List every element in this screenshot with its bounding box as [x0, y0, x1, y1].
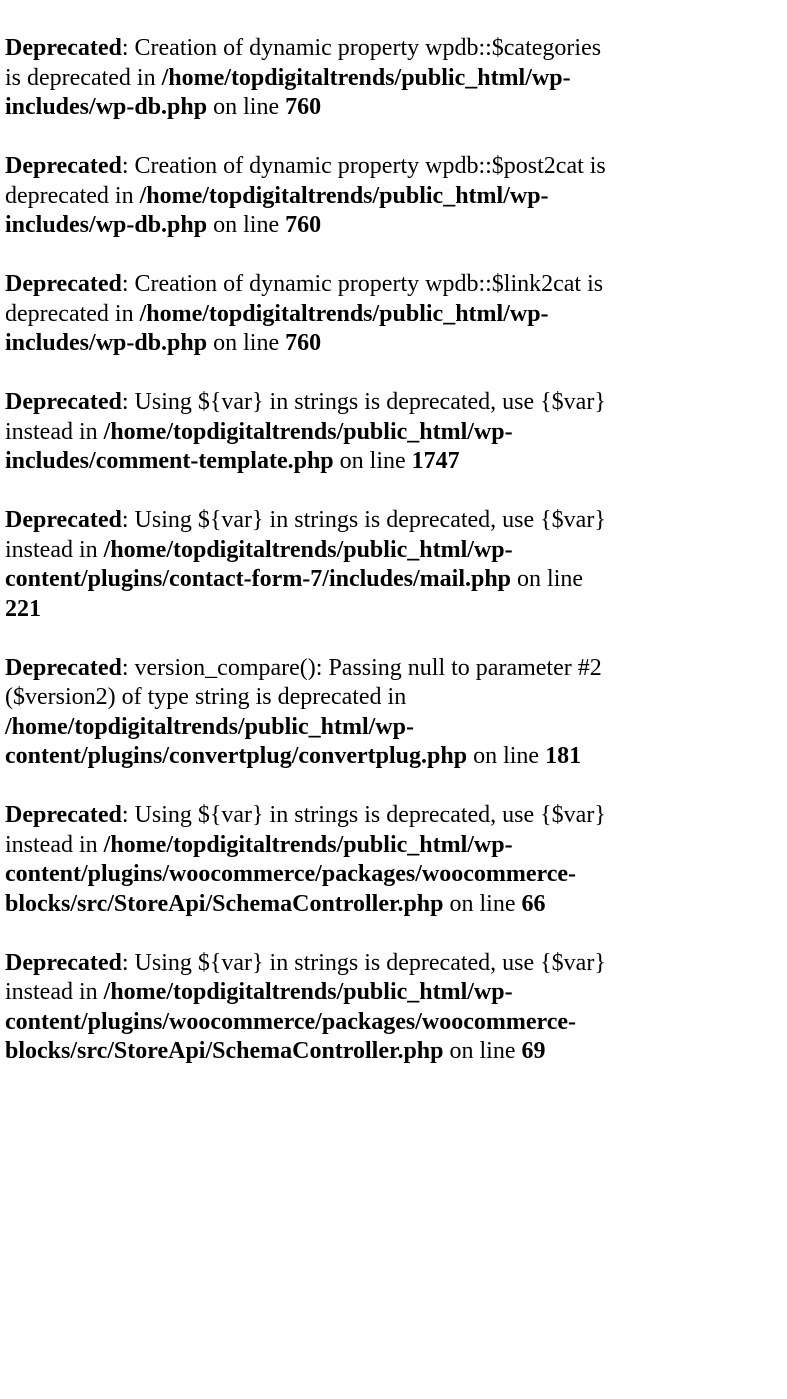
- notice-on-line-text: on line: [339, 448, 406, 474]
- notice-level: Deprecated: [5, 654, 122, 681]
- notice-file-path: /home/topdigitaltrends/public_html/wp-content/plugins/convertplug/convertplug.php: [5, 713, 468, 769]
- deprecation-notice: Deprecated: Using ${var} in strings is deprecated, use {$var} instead in /home/topdigitaltrends/public_html/wp-content/plugins/woocommerce/packages/woocommerce-blocks/src/StoreApi/SchemaController.php on line 69: [5, 949, 606, 1064]
- notice-message: Using ${var} in strings is deprecated, use {$var} instead in: [5, 389, 606, 445]
- notice-message: Creation of dynamic property wpdb::$categories is deprecated in: [5, 35, 602, 91]
- notice-file-path: /home/topdigitaltrends/public_html/wp-includes/wp-db.php: [5, 182, 549, 238]
- notice-message: Using ${var} in strings is deprecated, use {$var} instead in: [5, 507, 606, 563]
- notice-on-line-text: on line: [449, 1038, 516, 1064]
- deprecation-notice: Deprecated: Creation of dynamic property wpdb::$post2cat is deprecated in /home/topdigitaltrends/public_html/wp-includes/wp-db.php on line 760: [5, 153, 606, 238]
- notice-on-line-text: on line: [213, 212, 280, 238]
- notice-line-number: 1747: [411, 448, 460, 474]
- deprecation-notice: Deprecated: Creation of dynamic property wpdb::$link2cat is deprecated in /home/topdigitaltrends/public_html/wp-includes/wp-db.php on line 760: [5, 271, 604, 356]
- notice-level: Deprecated: [5, 949, 122, 976]
- notice-message: Using ${var} in strings is deprecated, use {$var} instead in: [5, 949, 606, 1005]
- notice-level: Deprecated: [5, 271, 122, 297]
- notice-file-path: /home/topdigitaltrends/public_html/wp-content/plugins/woocommerce/packages/woocommerce-blocks/src/StoreApi/SchemaController.php: [5, 831, 576, 917]
- notice-file-path: /home/topdigitaltrends/public_html/wp-includes/wp-db.php: [5, 64, 571, 120]
- notice-message: version_compare(): Passing null to parameter #2 ($version2) of type string is deprecated in: [5, 654, 602, 710]
- notice-line-number: 221: [5, 595, 41, 622]
- notice-level: Deprecated: [5, 802, 122, 828]
- notice-on-line-text: on line: [517, 566, 584, 592]
- deprecation-notice: Deprecated: Creation of dynamic property wpdb::$categories is deprecated in /home/topdigitaltrends/public_html/wp-includes/wp-db.php on line 760: [5, 35, 602, 120]
- php-notices-list: [5, 34, 620, 1096]
- notice-file-path: /home/topdigitaltrends/public_html/wp-includes/comment-template.php: [5, 418, 513, 474]
- deprecation-notice: Deprecated: Using ${var} in strings is deprecated, use {$var} instead in /home/topdigitaltrends/public_html/wp-includes/comment-template.php on line 1747: [5, 389, 606, 474]
- notice-level: Deprecated: [5, 35, 122, 61]
- deprecation-notice: Deprecated: Using ${var} in strings is deprecated, use {$var} instead in /home/topdigitaltrends/public_html/wp-content/plugins/contact-form-7/includes/mail.php on line 221: [5, 507, 606, 622]
- notice-message: Creation of dynamic property wpdb::$post2cat is deprecated in: [5, 153, 606, 209]
- notice-line-number: 760: [285, 330, 322, 356]
- notice-on-line-text: on line: [473, 743, 540, 769]
- notice-level: Deprecated: [5, 507, 122, 533]
- notice-on-line-text: on line: [213, 330, 280, 356]
- notice-on-line-text: on line: [449, 890, 516, 917]
- notice-line-number: 181: [545, 743, 582, 769]
- notice-line-number: 760: [285, 212, 322, 238]
- notice-message: Using ${var} in strings is deprecated, use {$var} instead in: [5, 802, 606, 858]
- notice-line-number: 69: [521, 1038, 546, 1064]
- notice-line-number: 760: [285, 94, 322, 120]
- notice-line-number: 66: [521, 890, 546, 917]
- deprecation-notice: Deprecated: version_compare(): Passing null to parameter #2 ($version2) of type string is deprecated in /home/topdigitaltrends/public_html/wp-content/plugins/convertplug/convertplug.php on line 181: [5, 654, 602, 769]
- notice-on-line-text: on line: [213, 94, 280, 120]
- notice-level: Deprecated: [5, 153, 122, 179]
- notice-file-path: /home/topdigitaltrends/public_html/wp-content/plugins/contact-form-7/includes/mail.php: [5, 536, 513, 592]
- notice-level: Deprecated: [5, 389, 122, 415]
- notice-file-path: /home/topdigitaltrends/public_html/wp-includes/wp-db.php: [5, 300, 549, 356]
- deprecation-notice: Deprecated: Using ${var} in strings is deprecated, use {$var} instead in /home/topdigitaltrends/public_html/wp-content/plugins/woocommerce/packages/woocommerce-blocks/src/StoreApi/SchemaController.php on line 66: [5, 802, 606, 917]
- notice-message: Creation of dynamic property wpdb::$link2cat is deprecated in: [5, 271, 604, 327]
- notice-file-path: /home/topdigitaltrends/public_html/wp-content/plugins/woocommerce/packages/woocommerce-blocks/src/StoreApi/SchemaController.php: [5, 979, 576, 1064]
